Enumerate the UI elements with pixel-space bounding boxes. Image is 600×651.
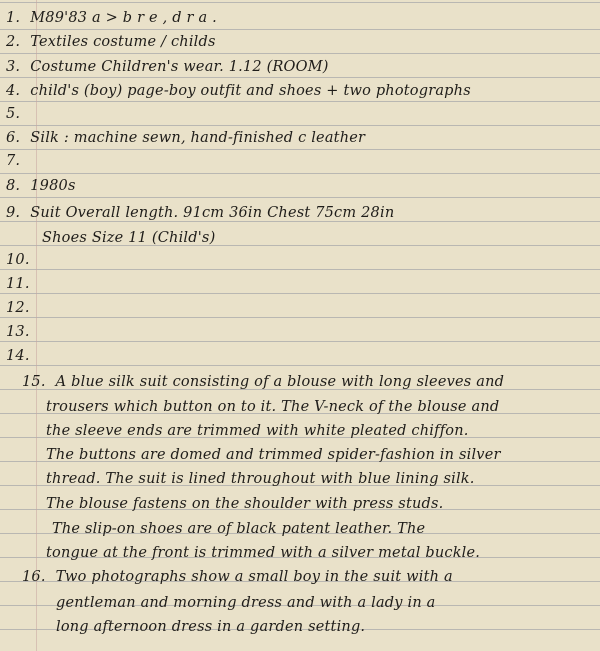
entry-text: trousers which button on to it. The V-neck of the blouse and: [46, 399, 500, 415]
entry-text: Suit Overall length. 91cm 36in Chest 75cm 28in: [30, 205, 395, 221]
entry-line-5: [6, 104, 596, 124]
entry-line-9-continued: [42, 228, 596, 248]
entry-text: Silk : machine sewn, hand-finished c leather: [30, 130, 366, 146]
entry-line-15-continued: [46, 397, 596, 417]
entry-number: 6.: [6, 130, 21, 146]
entry-number: 14.: [6, 348, 30, 364]
entry-number: 1.: [6, 10, 21, 26]
entry-line-15-continued: [46, 421, 596, 441]
entry-text: the sleeve ends are trimmed with white pleated chiffon.: [46, 423, 469, 439]
entry-line-15: [22, 372, 596, 392]
entry-number: 12.: [6, 300, 30, 316]
entry-text: Textiles costume / childs: [30, 34, 216, 50]
entry-line-8: [6, 176, 596, 196]
entry-line-16-continued: [56, 593, 596, 613]
entry-text: child's (boy) page-boy outfit and shoes + two photographs: [30, 83, 471, 99]
entry-line-1: [6, 8, 596, 28]
entry-number: 15.: [22, 374, 46, 390]
entry-line-16: [22, 567, 596, 587]
entry-line-15-continued: [46, 494, 596, 514]
entry-line-15-continued: [46, 469, 596, 489]
entry-number: 2.: [6, 34, 21, 50]
entry-line-15-continued: [52, 519, 596, 539]
entry-text: The buttons are domed and trimmed spider-fashion in silver: [46, 447, 501, 463]
entry-line-15-continued: [46, 543, 596, 563]
entry-text: tongue at the front is trimmed with a silver metal buckle.: [46, 545, 481, 561]
entry-line-6: [6, 128, 596, 148]
entry-line-14: [6, 346, 596, 366]
entry-text: The slip-on shoes are of black patent leather. The: [52, 521, 426, 537]
entry-line-15-continued: [46, 445, 596, 465]
entry-line-13: [6, 322, 596, 342]
entry-number: 8.: [6, 178, 21, 194]
entry-line-12: [6, 298, 596, 318]
entry-number: 5.: [6, 106, 21, 122]
entry-text: Shoes Size 11 (Child's): [42, 230, 216, 246]
entry-number: 13.: [6, 324, 30, 340]
entry-line-4: [6, 81, 596, 101]
entry-text: thread. The suit is lined throughout with blue lining silk.: [46, 471, 475, 487]
entry-number: 4.: [6, 83, 21, 99]
entry-line-11: [6, 274, 596, 294]
entry-line-9: [6, 203, 596, 223]
entry-number: 9.: [6, 205, 21, 221]
entry-text: 1980s: [30, 178, 76, 194]
entry-text: M89'83 a > b r e , d r a .: [30, 10, 217, 26]
entry-text: The blouse fastens on the shoulder with press studs.: [46, 496, 444, 512]
entry-text: gentleman and morning dress and with a lady in a: [56, 595, 436, 611]
entry-number: 10.: [6, 252, 30, 268]
entry-line-7: [6, 151, 596, 171]
entry-text: Costume Children's wear. 1.12 (ROOM): [30, 59, 329, 75]
entry-line-3: [6, 57, 596, 77]
entry-line-10: [6, 250, 596, 270]
entry-number: 3.: [6, 59, 21, 75]
entry-number: 11.: [6, 276, 30, 292]
entry-line-16-continued: [56, 617, 596, 637]
entry-text: Two photographs show a small boy in the suit with a: [55, 569, 453, 585]
entry-text: long afternoon dress in a garden setting.: [56, 619, 366, 635]
entry-number: 7.: [6, 153, 21, 169]
entry-number: 16.: [22, 569, 46, 585]
entry-text: A blue silk suit consisting of a blouse with long sleeves and: [55, 374, 505, 390]
entry-line-2: [6, 32, 596, 52]
